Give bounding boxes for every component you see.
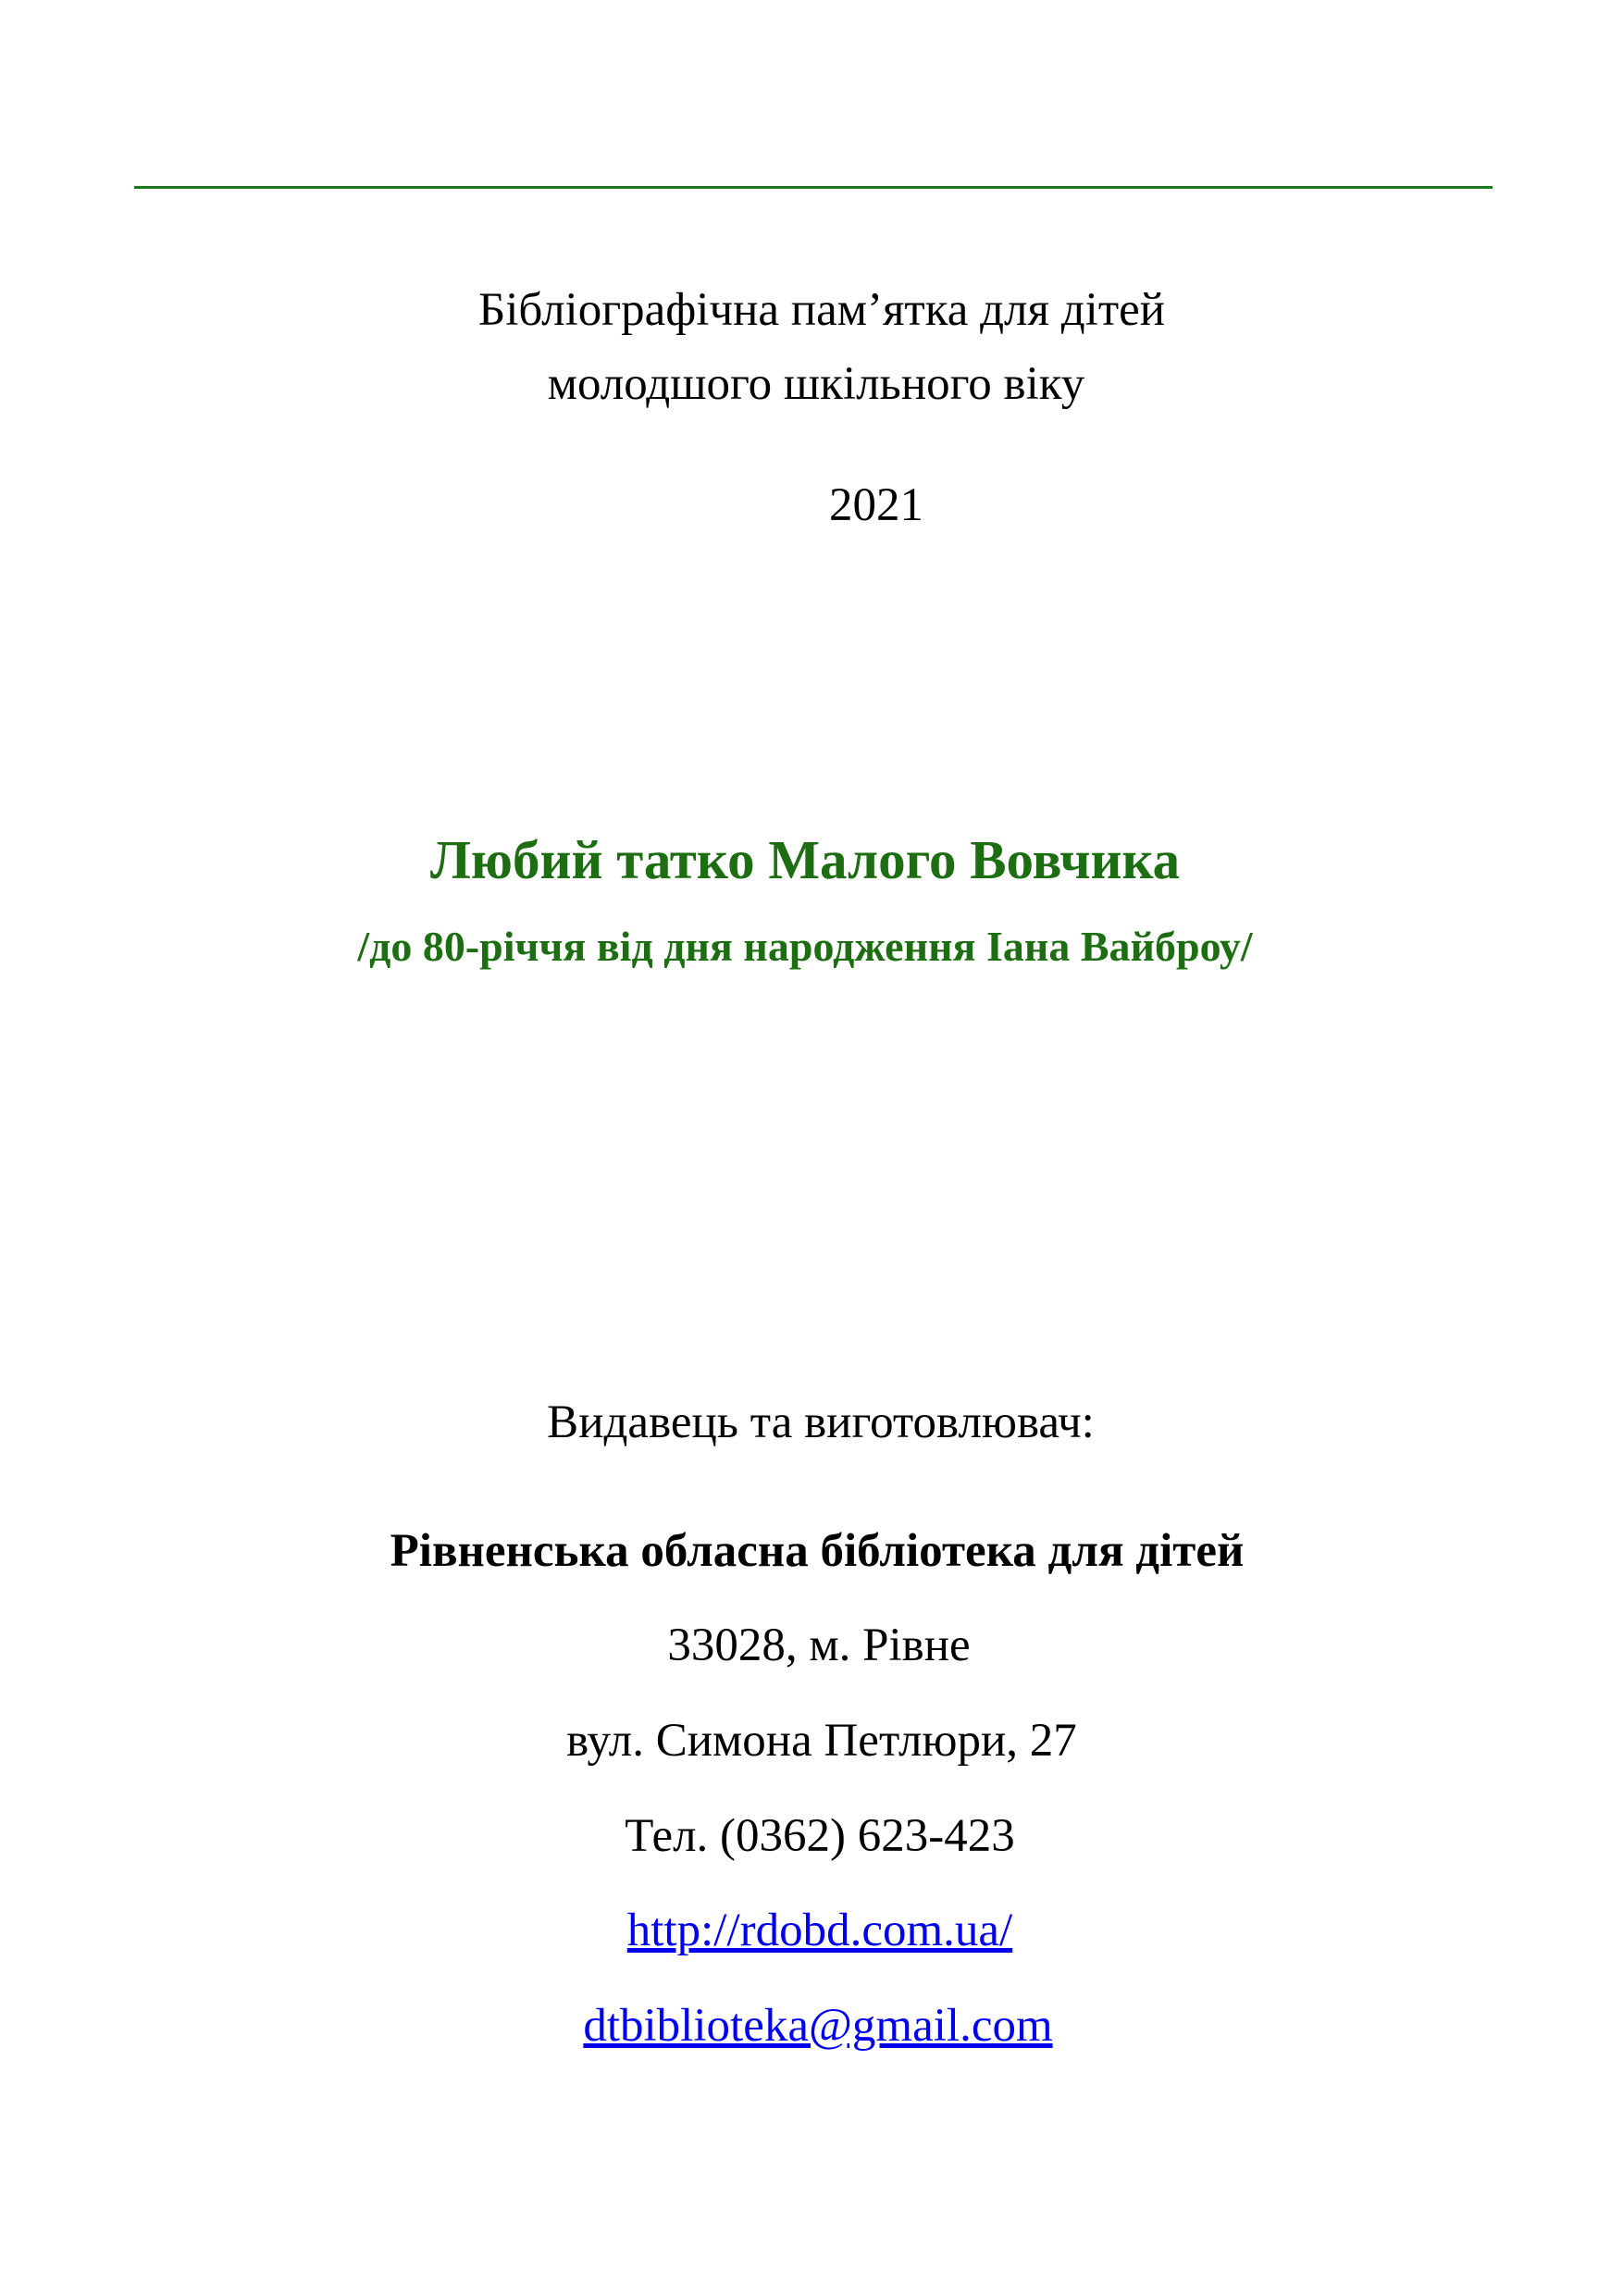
page-title: Любий татко Малого Вовчика <box>429 829 1181 890</box>
address-street: вул. Симона Петлюри, 27 <box>566 1715 1077 1767</box>
address-postal: 33028, м. Рівне <box>667 1620 971 1671</box>
publication-year: 2021 <box>829 479 923 531</box>
email-link[interactable]: dtbiblioteka@gmail.com <box>583 2000 1053 2052</box>
top-divider <box>134 186 1493 189</box>
email-line <box>6 1998 1623 2054</box>
publisher-label: Видавець та виготовлювач: <box>547 1396 1095 1448</box>
document-type-line-1: Бібліографічна пам’ятка для дітей <box>477 284 1166 336</box>
website-line <box>8 1903 1623 1958</box>
phone-number: Тел. (0362) 623-423 <box>625 1810 1015 1862</box>
publisher-name: Рівненська обласна бібліотека для дітей <box>390 1525 1245 1577</box>
document-type-line-2: молодшого шкільного віку <box>547 358 1085 410</box>
website-link[interactable]: http://rdobd.com.ua/ <box>626 1905 1013 1956</box>
page-subtitle: /до 80-річчя від дня народження Іана Вайброу/ <box>357 923 1253 970</box>
